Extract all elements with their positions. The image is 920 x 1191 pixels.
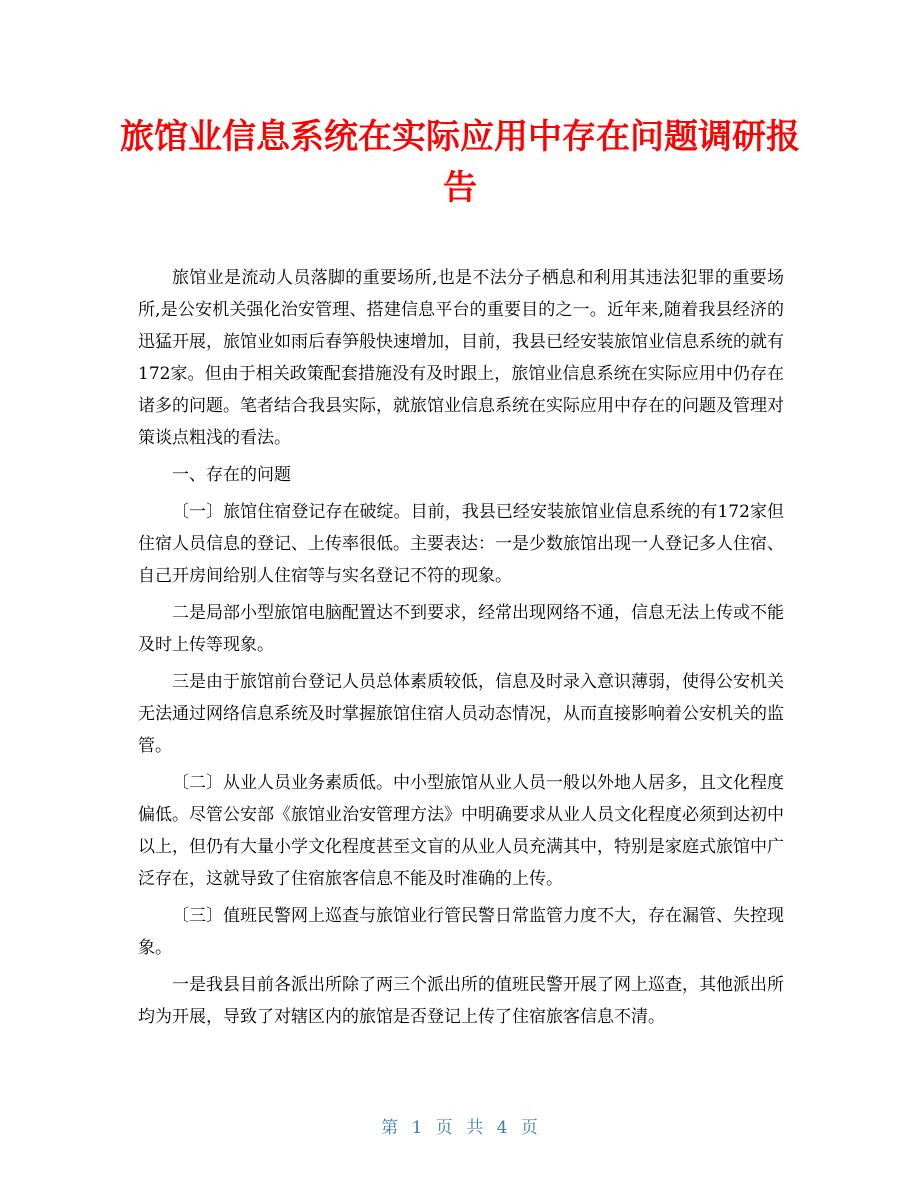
footer-prefix: 第 [381,1118,400,1138]
paragraph-issue-3: 〔三〕值班民警网上巡查与旅馆业行管民警日常监管力度不大，存在漏管、失控现象。 [138,906,784,958]
document-title: 旅馆业信息系统在实际应用中存在问题调研报告 [120,117,800,208]
paragraph-issue-1-point-3: 三是由于旅馆前台登记人员总体素质较低，信息及时录入意识薄弱，使得公安机关无法通过网络信息系统及时掌握旅馆住宿人员动态情况，从而直接影响着公安机关的监管。 [138,672,784,756]
paragraph-issue-2: 〔二〕从业人员业务素质低。中小型旅馆从业人员一般以外地人居多，且文化程度偏低。尽管公安部《旅馆业治安管理方法》中明确要求从业人员文化程度必须到达初中以上，但仍有大量小学文化程度甚至文盲的从业人员充满其中，特别是家庭式旅馆中广泛存在，这就导致了住宿旅客信息不能及时准确的上传。 [138,773,784,889]
footer-total-prefix: 共 [466,1118,485,1138]
footer-total-pages: 4 [496,1118,509,1138]
footer-suffix: 页 [520,1118,539,1138]
section-heading: 一、存在的问题 [172,465,291,485]
paragraph-issue-1: 〔一〕旅馆住宿登记存在破绽。目前，我县已经安装旅馆业信息系统的有172家但住宿人员信息的登记、上传率很低。主要表达：一是少数旅馆出现一人登记多人住宿、自己开房间给别人住宿等与实名登记不符的现象。 [138,502,784,586]
paragraph-issue-1-point-2: 二是局部小型旅馆电脑配置达不到要求，经常出现网络不通，信息无法上传或不能及时上传等现象。 [138,603,784,655]
footer-page-word: 页 [435,1118,454,1138]
footer-current-page: 1 [411,1118,424,1138]
paragraph-intro: 旅馆业是流动人员落脚的重要场所,也是不法分子栖息和利用其违法犯罪的重要场所,是公安机关强化治安管理、搭建信息平台的重要目的之一。近年来,随着我县经济的迅猛开展，旅馆业如雨后春笋般快速增加，目前，我县已经安装旅馆业信息系统的就有172家。但由于相关政策配套措施没有及时跟上，旅馆业信息系统在实际应用中仍存在诸多的问题。笔者结合我县实际，就旅馆业信息系统在实际应用中存在的问题及管理对策谈点粗浅的看法。 [138,268,784,448]
page-footer [0,1113,920,1138]
paragraph-issue-3-point-1: 一是我县目前各派出所除了两三个派出所的值班民警开展了网上巡查，其他派出所均为开展，导致了对辖区内的旅馆是否登记上传了住宿旅客信息不清。 [138,975,784,1027]
document-body [138,262,784,1038]
